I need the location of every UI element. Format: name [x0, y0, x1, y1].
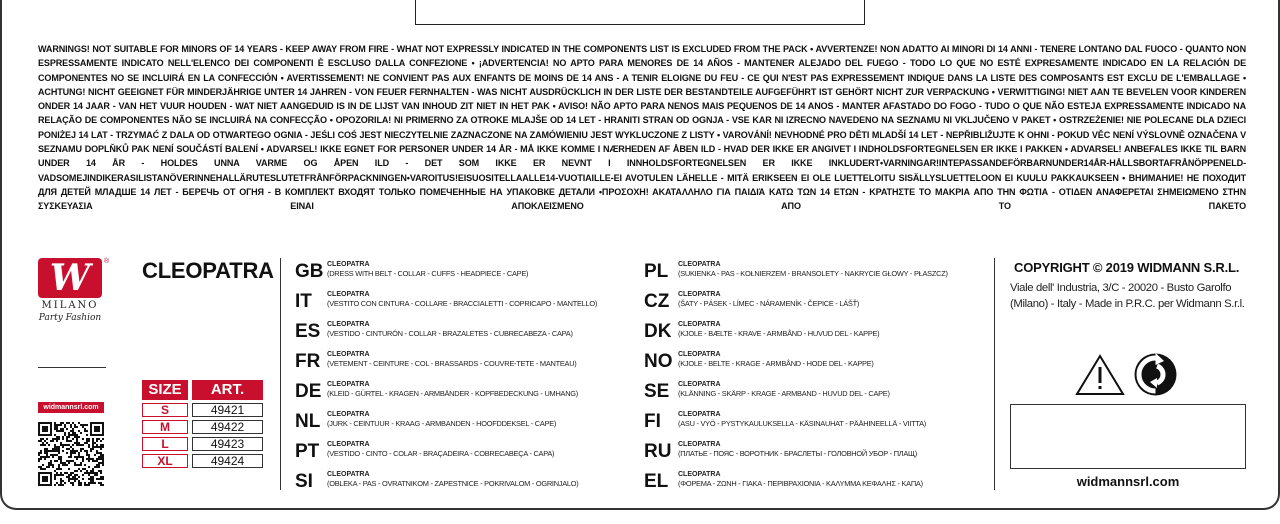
- qr-code-icon[interactable]: [38, 422, 104, 486]
- language-item: [644, 348, 994, 378]
- languages-right: [644, 258, 994, 498]
- language-item: [295, 378, 625, 408]
- language-desc: (OBLEKA - PAS - OVRATNIKOM - ZAPESTNICE - POKRIVALOM - OGRINJALO): [327, 479, 579, 488]
- language-desc: (ΦΟΡΕΜΑ - ΖΩΝΗ - ΓΙΑΚΑ - ΠΕΡΙΒΡΑΧΙΟΝΙΑ - ΚΑΛΥΜΜΑ ΚΕΦΑΛΗΣ - ΚΑΠΑ): [678, 479, 923, 488]
- language-desc: (ASU - VYÖ - PYSTYKAULUKSELLA - KÄSINAUHAT - PÄÄHINEELLÄ - VIITTA): [678, 419, 926, 428]
- art-cell: 49424: [192, 454, 263, 468]
- language-desc: (VESTIDO - CINTO - COLAR - BRAÇADEIRA - COBRECABEÇA - CAPA): [327, 449, 555, 458]
- language-code: SI: [295, 471, 313, 492]
- language-title: CLEOPATRA: [327, 261, 370, 268]
- size-table-header: [142, 380, 263, 400]
- language-desc: (VESTITO CON CINTURA - COLLARE - BRACCIALETTI - COPRICAPO - MANTELLO): [327, 299, 598, 308]
- column-divider: [994, 258, 995, 490]
- language-code: PT: [295, 441, 320, 462]
- size-cell: M: [142, 420, 188, 434]
- language-code: CZ: [644, 291, 670, 312]
- language-desc: (KLÄNNING - SKÄRP - KRAGE - ARMBAND - HUVUD DEL - CAPE): [678, 389, 890, 398]
- language-code: PL: [644, 261, 669, 282]
- language-item: [644, 378, 994, 408]
- language-code: DE: [295, 381, 322, 402]
- languages-left: [295, 258, 625, 498]
- size-header: SIZE: [142, 380, 188, 400]
- language-item: [295, 408, 625, 438]
- language-item: [644, 438, 994, 468]
- language-desc: (VESTIDO - CINTURÓN - COLLAR - BRAZALETES - CUBRECABEZA - CAPA): [327, 329, 573, 338]
- size-cell: L: [142, 437, 188, 451]
- warnings-text: WARNINGS! NOT SUITABLE FOR MINORS OF 14 YEARS - KEEP AWAY FROM FIRE - WHAT NOT EXPRESSLY INDICATED IN THE COMPONENTS LIST IS EXCLUDED FROM THE PACK • AVVERTENZE! NON ADATTO AI MINORI DI 14 ANNI - TENERE LONTANO DAL FUOCO - QUANTO NON ESPRESSAMENTE INDICATO NELL'ELENCO DEI COMPONENTI È ESCLUSO DALLA CONFEZIONE • ¡ADVERTENCIA! NO APTO PARA MENORES DE 14 AÑOS - MANTENER ALEJADO DEL FUEGO - TODO LO QUE NO ESTÉ EXPRESAMENTE INDICADO EN LA RELACIÓN DE COMPONENTES NO SE INCLUIRÁ EN LA CONFECCIÓN • AVERTISSEMENT! NE CONVIENT PAS AUX ENFANTS DE MOINS DE 14 ANS - A TENIR ELOIGNE DU FEU - CE QUI N'EST PAS EXPRESSEMENT INDIQUE DANS LA LISTE DES COMPOSANTS EST EXCLU DE L'EMBALLAGE • ACHTUNG! NICHT GEEIGNET FÜR MINDERJÄHRIGE UNTER 14 JAHREN - VON FEUER FERNHALTEN - WAS NICHT AUSDRÜCKLICH IN DER LISTE DER BESTANDTEILE AUFGEFÜHRT IST GEHÖRT NICHT ZUR VERPACKUNG • VERWITTIGING! NIET AAN TE BEVELEN VOOR KINDEREN ONDER 14 JAAR - VAN HET VUUR HOUDEN - WAT NIET AANGEDUID IS IN DE LIJST VAN INHOUD ZIT NIET IN HET PAK • AVISO! NÃO APTO PARA NENOS MAIS PEQUENOS DE 14 ANOS - MANTER AFASTADO DO FOGO - TUDO O QUE NÃO ESTEJA EXPRESSAMENTE INDICADO NA RELAÇÃO DE COMPONENTES NÃO SE INCLUIRÁ NA CONFECÇÃO • OPOZORILA! NI PRIMERNO ZA OTROKE MLAJŠE OD 14 LET - HRANITI STRAN OD OGNJA - VSE KAR NI IZRECNO NAVEDENO NA SEZNAMU NI VKLJUČENO V PAKET • OSTRZEŻENIE! NIE POLECANE DLA DZIECI PONIŻEJ 14 LAT - TRZYMAĆ Z DALA OD OTWARTEGO OGNIA - JEŚLI COŚ JEST NIECZYTELNIE ZAZNACZONE NA ZAMÓWIENIU JEST WYKLUCZONE Z LISTY • VAROVÁNÍ! NEVHODNÉ PRO DĚTI MLADŠÍ 14 LET - NEPŘIBLIŽUJTE K OHNI - POKUD VĚC NENÍ VÝSLOVNĚ OZNAČENA V SEZNAMU DOPLŇKŮ PAK NENÍ SOUČÁSTÍ BALENÍ • ADVARSEL! IKKE EGNET FOR PERSONER UNDER 14 ÅR - MÅ IKKE KOMME I NÆRHEDEN AF ÅBEN ILD - HVAD DER IKKE ER ANGIVET I INDHOLDSFORTEGNELSEN ER IKKE I PAKKEN • ADVARSEL! ANBEFALES IKKE TIL BARN UNDER 14 ÅR - HOLDES UNNA VARME OG ÅPEN ILD - DET SOM IKKE ER NEVNT I INNHOLDSFORTEGNELSEN ER IKKE INKLUDERT•VARNINGAR!INTEPASSANDEFÖRBARNUNDER14ÅR-HÅLLSBORTAFRÅNÖPPENELD-VADSOMEJINDIKERASILISTANÖVERINNEHALLÄRUTESLUTETFRÅNFÖRPACKNINGEN•VAROITUS!EISUOSITELLAALLE14-VUOTIAILLE-EI AVOTULEN LÄHELLE - MITÄ ERIKSEEN EI OLE LUETTELOITU SISÄLLYSLUETTELOON EI KUULU PAKKAUKSEEN • ВНИМАНИЕ! НЕ ПОХОДИТ ДЛЯ ДЕТЕЙ МЛАДШЕ 14 ЛЕТ - БЕРЕЧЬ ОТ ОГНЯ - В КОМПЛЕКТ ВХОДЯТ ТОЛЬКО ПОМЕЧЕННЫЕ НА УПАКОВКЕ ДЕТАЛИ •ΠΡΟΣΟΧΗ! ΑΚΑΤΑΛΛΗΛΟ ΓΙΑ ΠΑΙΔΙΆ ΚΑΤΩ ΤΩΝ 14 ΕΤΩΝ - ΚΡΑΤΗΣΤΕ ΤΟ ΜΑΚΡΙΑ ΑΠΟ ΤΗΝ ΦΩΤΙΑ - ΟΤΙΔΕΝ ΑΝΑΦΕΡΕΤΑΙ ΣΗΜΕΙΩΜΕΝΟ ΣΤΗΝ ΣΥΣΚΕΥΑΣΙΑ ΕΙΝΑΙ ΑΠΟΚΛΕΙΣΜΕΝΟ ΑΠΟ ΤΟ ΠΑΚΕΤΟ: [38, 44, 1246, 212]
- art-cell: 49421: [192, 403, 263, 417]
- website-link[interactable]: widmannsrl.com: [1076, 474, 1180, 489]
- widmann-logo: [38, 258, 128, 348]
- language-title: CLEOPATRA: [678, 441, 721, 448]
- language-desc: (KJOLE - BELTE - KRAGE - ARMBÅND - HODE DEL - KAPPE): [678, 359, 874, 368]
- language-item: [644, 408, 994, 438]
- language-title: CLEOPATRA: [678, 411, 721, 418]
- language-desc: (JURK - CEINTUUR - KRAAG - ARMBANDEN - HOOFDDEKSEL - CAPE): [327, 419, 557, 428]
- web-badge[interactable]: widmannsrl.com: [38, 402, 104, 413]
- logo-letter: W: [49, 257, 91, 299]
- language-code: IT: [295, 291, 312, 312]
- size-table: [142, 380, 263, 468]
- language-desc: (KJOLE - BÆLTE - KRAVE - ARMBÅND - HUVUD DEL - KAPPE): [678, 329, 880, 338]
- language-title: CLEOPATRA: [678, 351, 721, 358]
- art-cell: 49422: [192, 420, 263, 434]
- logo-tagline: Party Fashion: [38, 313, 102, 323]
- language-code: DK: [644, 321, 672, 342]
- language-title: CLEOPATRA: [327, 321, 370, 328]
- art-header: ART.: [192, 380, 263, 400]
- registered-mark: ®: [104, 258, 110, 265]
- language-title: CLEOPATRA: [327, 471, 370, 478]
- size-row: [142, 420, 263, 434]
- language-item: [644, 468, 994, 498]
- art-cell: 49423: [192, 437, 263, 451]
- size-cell: XL: [142, 454, 188, 468]
- language-title: CLEOPATRA: [327, 291, 370, 298]
- language-code: SE: [644, 381, 670, 402]
- widmann-w-icon: [38, 258, 102, 298]
- blank-label-box: [1010, 404, 1246, 469]
- language-desc: (DRESS WITH BELT - COLLAR - CUFFS - HEADPIECE - CAPE): [327, 269, 529, 278]
- language-desc: (KLEID - GÜRTEL - KRAGEN - ARMBÄNDER - KOPFBEDECKUNG - UMHANG): [327, 389, 579, 398]
- language-title: CLEOPATRA: [327, 441, 370, 448]
- brand-divider: [38, 367, 106, 368]
- column-divider: [280, 258, 281, 490]
- language-title: CLEOPATRA: [678, 471, 721, 478]
- language-title: CLEOPATRA: [678, 261, 721, 268]
- language-item: [295, 438, 625, 468]
- address: Viale dell' Industria, 3/C - 20020 - Busto Garolfo (Milano) - Italy - Made in P.R.C. per Widmann S.r.l.: [1010, 282, 1245, 310]
- language-code: NO: [644, 351, 673, 372]
- size-cell: S: [142, 403, 188, 417]
- green-dot-recycle-icon: [1133, 352, 1178, 397]
- language-item: [295, 348, 625, 378]
- language-item: [295, 258, 625, 288]
- language-title: CLEOPATRA: [327, 411, 370, 418]
- language-code: EL: [644, 471, 669, 492]
- logo-city: MILANO: [41, 300, 99, 311]
- language-desc: (VETEMENT - CEINTURE - COL - BRASSARDS - COUVRE-TETE - MANTEAU): [327, 359, 577, 368]
- language-desc: (SUKIENKA - PAS - KOŁNIERZEM - BRANSOLETY - NAKRYCIE GŁOWY - PŁASZCZ): [678, 269, 948, 278]
- language-title: CLEOPATRA: [327, 381, 370, 388]
- language-code: RU: [644, 441, 672, 462]
- size-row: [142, 437, 263, 451]
- size-row: [142, 454, 263, 468]
- copyright: COPYRIGHT © 2019 WIDMANN S.R.L.: [1014, 260, 1240, 275]
- language-desc: (ПЛАТЬЕ - ПОЯС - ВОРОТНИК - БРАСЛЕТЫ - ГОЛОВНОЙ УБОР - ПЛАЩ): [678, 449, 917, 458]
- product-name: CLEOPATRA: [142, 258, 274, 283]
- language-code: NL: [295, 411, 321, 432]
- language-item: [295, 318, 625, 348]
- warning-triangle-icon: [1075, 354, 1125, 396]
- size-row: [142, 403, 263, 417]
- language-item: [644, 288, 994, 318]
- language-code: ES: [295, 321, 321, 342]
- language-title: CLEOPATRA: [327, 351, 370, 358]
- language-title: CLEOPATRA: [678, 291, 721, 298]
- language-item: [295, 288, 625, 318]
- language-title: CLEOPATRA: [678, 381, 721, 388]
- language-title: CLEOPATRA: [678, 321, 721, 328]
- language-code: FR: [295, 351, 321, 372]
- language-code: GB: [295, 261, 324, 282]
- language-desc: (ŠATY - PÁSEK - LÍMEC - NÁRAMENÍK - ČEPICE - LÁŠŤ): [678, 299, 860, 308]
- language-item: [644, 258, 994, 288]
- language-code: FI: [644, 411, 661, 432]
- language-item: [295, 468, 625, 498]
- language-item: [644, 318, 994, 348]
